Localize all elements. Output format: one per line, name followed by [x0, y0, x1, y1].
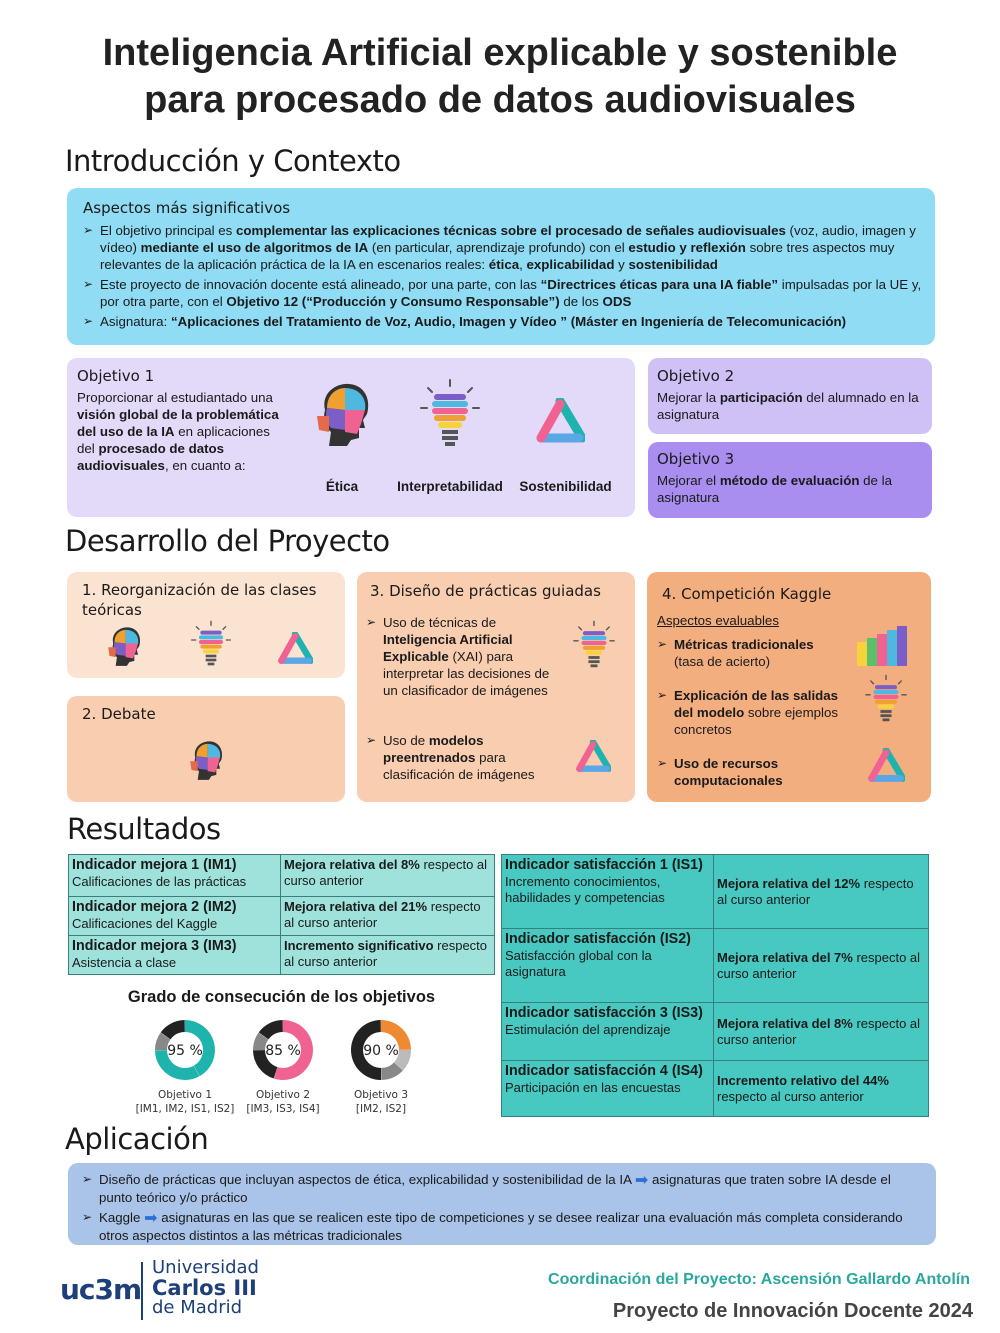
debate-box — [67, 696, 345, 802]
is-table — [501, 854, 929, 1117]
kaggle-item-1: ➢ Métricas tradicionales (tasa de acierto) — [657, 637, 814, 669]
is-indicator-cell: Indicador satisfacción 4 (IS4) Participación en las encuestas — [502, 1061, 714, 1117]
im-table-row — [69, 897, 495, 936]
is-table-row — [502, 929, 929, 1003]
practicas-heading: 3. Diseño de prácticas guiadas — [370, 582, 601, 600]
arrow-bullet-icon: ➢ — [82, 1172, 93, 1186]
sustainability-triangle-icon — [867, 748, 905, 783]
im-table-row — [69, 936, 495, 975]
section-heading-intro: Introducción y Contexto — [65, 144, 401, 178]
donut-category-label: Objetivo 2 — [256, 1089, 310, 1101]
arrow-bullet-icon: ➢ — [83, 223, 94, 237]
aplicacion-box — [68, 1163, 936, 1245]
im-result-cell: Incremento significativo respecto al curso anterior — [281, 936, 495, 975]
aplicacion-item-2: ➢ Kaggle ➡ asignaturas en las que se realicen este tipo de competiciones y se desee realizar una evaluación más completa considerando otros aspectos distintos a las métricas tradicionales — [82, 1210, 903, 1243]
kaggle-list-2 — [657, 687, 857, 741]
project-title: Proyecto de Innovación Docente 2024 — [612, 1300, 973, 1322]
arrow-bullet-icon: ➢ — [366, 615, 377, 629]
grado-title: Grado de consecución de los objetivos — [127, 988, 436, 1006]
debate-heading: 2. Debate — [82, 705, 156, 723]
aspectos-item-2: ➢ Este proyecto de innovación docente está alineado, por una parte, con las “Directrices éticas para una IA fiable” impulsadas por la UE y, por otra parte, con el Objetivo 12 (“Producción y Consumo Responsable”) de los ODS — [83, 277, 922, 309]
sustainability-triangle-icon — [575, 740, 611, 773]
donut-value-label: 90 % — [363, 1043, 399, 1059]
blue-arrow-icon: ➡ — [634, 1172, 649, 1189]
aplicacion-list — [82, 1171, 922, 1247]
lightbulb-icon — [191, 620, 231, 668]
uni-line-2: Carlos III — [152, 1276, 257, 1300]
is-indicator-cell: Indicador satisfacción (IS2) Satisfacción global con la asignatura — [502, 929, 714, 1003]
im-indicator-cell: Indicador mejora 1 (IM1) Calificaciones de las prácticas — [69, 855, 281, 897]
is-table-row — [502, 1003, 929, 1061]
kaggle-list-1 — [657, 636, 857, 673]
arrow-bullet-icon: ➢ — [657, 756, 668, 770]
sustainability-triangle-icon — [535, 398, 585, 444]
lightbulb-icon — [420, 378, 480, 450]
bar-chart-icon — [855, 624, 909, 668]
donut-value-label: 85 % — [265, 1043, 301, 1059]
kaggle-list-3 — [657, 755, 857, 792]
lightbulb-icon — [865, 674, 907, 724]
is-table-row — [502, 1061, 929, 1117]
aplicacion-item-1: ➢ Diseño de prácticas que incluyan aspectos de ética, explicabilidad y sostenibilidad de la IA ➡ asignaturas que traten sobre IA desde el punto teórico y/o práctico — [82, 1172, 891, 1205]
objetivo2-text: Mejorar la participación del alumnado en la asignatura — [657, 390, 919, 422]
is-result-cell: Mejora relativa del 8% respecto al curso anterior — [714, 1003, 929, 1061]
coordination-text: Coordinación del Proyecto: Ascensión Gallardo Antolín — [548, 1271, 970, 1288]
section-heading-aplicacion: Aplicación — [65, 1122, 209, 1156]
donut-category-label: Objetivo 1 — [158, 1089, 212, 1101]
section-heading-desarrollo: Desarrollo del Proyecto — [65, 524, 390, 558]
is-table-row — [502, 855, 929, 929]
kaggle-box — [647, 572, 931, 802]
aspectos-item-1: ➢ El objetivo principal es complementar las explicaciones técnicas sobre el procesado de señales audiovisuales (voz, audio, imagen y vídeo) mediante el uso de algoritmos de IA (en particular, aprendizaje profundo) con el estudio y reflexión sobre tres aspectos muy relevantes de la aplicación práctica de la IA en escenarios reales: ética, explicabilidad y sostenibilidad — [83, 223, 916, 272]
im-indicator-cell: Indicador mejora 2 (IM2) Calificaciones del Kaggle — [69, 897, 281, 936]
ethics-head-icon — [315, 380, 373, 448]
caption-etica: Ética — [325, 479, 359, 494]
ethics-head-icon — [107, 624, 143, 668]
donut-sublabel: [IM2, IS2] — [355, 1103, 407, 1115]
donut-sublabel: [IM3, IS3, IS4] — [246, 1103, 320, 1115]
practicas-item-2: ➢ Uso de modelos preentrenados para clasificación de imágenes — [366, 733, 535, 782]
objetivo1-heading: Objetivo 1 — [77, 367, 155, 385]
practicas-list — [366, 614, 566, 702]
donut-sublabel: [IM1, IM2, IS1, IS2] — [135, 1103, 235, 1115]
practicas-item-1: ➢ Uso de técnicas de Inteligencia Artificial Explicable (XAI) para interpretar las decisiones de un clasificador de imágenes — [366, 615, 550, 698]
donut-charts — [68, 1010, 495, 1120]
objetivo2-heading: Objetivo 2 — [657, 367, 735, 385]
objetivo1-text: Proporcionar al estudiantado una visión global de la problemática del uso de la IA en aplicaciones del procesado de datos audiovisuales, en cuanto a: — [77, 390, 279, 473]
is-result-cell: Mejora relativa del 7% respecto al curso anterior — [714, 929, 929, 1003]
title-line-2: para procesado de datos audiovisuales — [144, 79, 856, 121]
kaggle-item-3: ➢ Uso de recursos computacionales — [657, 756, 783, 788]
is-indicator-cell: Indicador satisfacción 1 (IS1) Incremento conocimientos, habilidades y competencias — [502, 855, 714, 929]
kaggle-heading: 4. Competición Kaggle — [662, 585, 832, 603]
donut-value-label: 95 % — [167, 1043, 203, 1059]
objetivo3-text: Mejorar el método de evaluación de la asignatura — [657, 473, 892, 505]
reorg-heading: 1. Reorganización de las clases teóricas — [82, 581, 317, 619]
kaggle-subheading: Aspectos evaluables — [657, 613, 779, 628]
objetivo3-box — [648, 442, 932, 518]
title-line-1: Inteligencia Artificial explicable y sostenible — [102, 32, 898, 74]
reorg-box — [67, 572, 345, 678]
objetivo1-box — [67, 358, 635, 517]
logo-divider — [141, 1262, 143, 1320]
arrow-bullet-icon: ➢ — [82, 1210, 93, 1224]
section-heading-resultados: Resultados — [67, 812, 221, 846]
caption-sostenibilidad: Sostenibilidad — [519, 479, 612, 494]
blue-arrow-icon: ➡ — [144, 1210, 158, 1227]
lightbulb-icon — [573, 620, 615, 670]
practicas-box — [357, 572, 635, 802]
uni-line-3: de Madrid — [152, 1297, 243, 1318]
im-result-cell: Mejora relativa del 8% respecto al curso anterior — [281, 855, 495, 897]
university-name — [152, 1258, 259, 1318]
arrow-bullet-icon: ➢ — [366, 733, 377, 747]
aspectos-list — [83, 222, 923, 333]
im-table — [68, 854, 495, 975]
donut-category-label: Objetivo 3 — [354, 1089, 408, 1101]
aspectos-heading: Aspectos más significativos — [83, 199, 291, 217]
kaggle-item-2: ➢ Explicación de las salidas del modelo sobre ejemplos concretos — [657, 688, 839, 737]
ethics-head-icon — [189, 738, 225, 782]
im-table-row — [69, 855, 495, 897]
arrow-bullet-icon: ➢ — [83, 277, 94, 291]
aspectos-box — [67, 188, 935, 345]
sustainability-triangle-icon — [277, 632, 313, 665]
poster-title — [0, 30, 1000, 124]
im-indicator-cell: Indicador mejora 3 (IM3) Asistencia a clase — [69, 936, 281, 975]
aspectos-item-3: ➢ Asignatura: “Aplicaciones del Tratamiento de Voz, Audio, Imagen y Vídeo ” (Máster en Ingeniería de Telecomunicación) — [83, 314, 847, 329]
objetivo2-box — [648, 358, 932, 434]
im-result-cell: Mejora relativa del 21% respecto al curso anterior — [281, 897, 495, 936]
arrow-bullet-icon: ➢ — [83, 314, 94, 328]
is-result-cell: Mejora relativa del 12% respecto al curso anterior — [714, 855, 929, 929]
is-indicator-cell: Indicador satisfacción 3 (IS3) Estimulación del aprendizaje — [502, 1003, 714, 1061]
is-result-cell: Incremento relativo del 44% respecto al curso anterior — [714, 1061, 929, 1117]
uc3m-logo: uc3m — [60, 1273, 142, 1306]
practicas-list-2 — [366, 732, 566, 786]
objetivo3-heading: Objetivo 3 — [657, 450, 735, 468]
arrow-bullet-icon: ➢ — [657, 688, 668, 702]
uni-line-1: Universidad — [152, 1257, 259, 1278]
caption-interpretabilidad: Interpretabilidad — [397, 479, 503, 494]
arrow-bullet-icon: ➢ — [657, 637, 668, 651]
